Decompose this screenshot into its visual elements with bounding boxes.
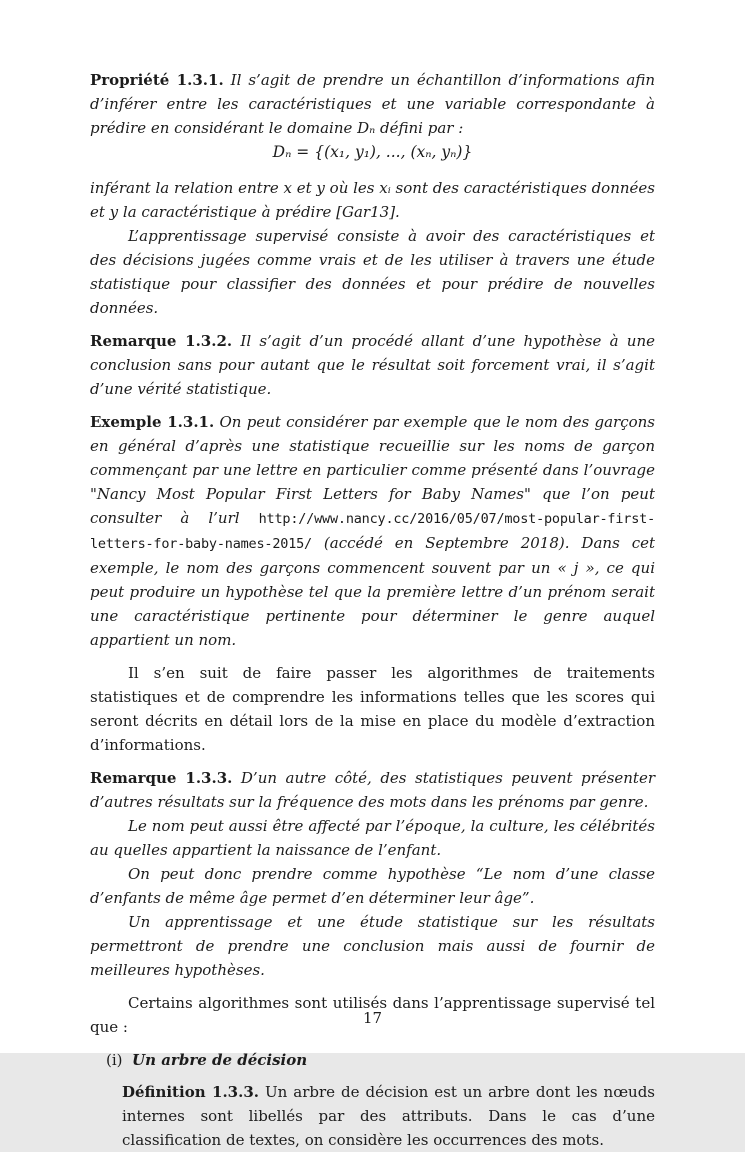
remarque-1-3-2-body: Il s’agit d’un procédé allant d’une hypothèse à une conclusion sans pour autant que le résultat soit forcement vrai, il s’agit d’une vérité statistique. (90, 332, 655, 398)
paragraph-le-nom: Le nom peut aussi être affecté par l’époque, la culture, les célébrités au quelles appartient la naissance de l’enfant. (90, 817, 655, 859)
remarque-1-3-3-label: Remarque 1.3.3. (90, 769, 233, 787)
remarque-1-3-2-block (90, 329, 655, 401)
page-number: 17 (362, 1009, 383, 1027)
page-footer (0, 1009, 745, 1027)
paragraph-apprentissage: L’apprentissage supervisé consiste à avoir des caractéristiques et des décisions jugées comme vrais et de les utiliser à travers une étude statistique pour classifier des données et pour prédire de nouvelles données. (90, 227, 655, 317)
list-item-title: Un arbre de décision (132, 1051, 308, 1069)
propriete-block (90, 68, 655, 140)
remarque-1-3-2-label: Remarque 1.3.2. (90, 332, 233, 350)
display-equation: Dₙ = {(x₁, y₁), ..., (xₙ, yₙ)} (272, 143, 473, 161)
exemple-1-3-1-block (90, 410, 655, 652)
list-item-marker: (i) (106, 1051, 123, 1069)
list-item-arbre-decision (90, 1048, 655, 1072)
paragraph-conclusion: Un apprentissage et une étude statistique sur les résultats permettront de prendre une conclusion mais aussi de fournir de meilleures hypothèses. (90, 913, 655, 979)
definition-1-3-3-block (90, 1080, 655, 1152)
propriete-body: Il s’agit de prendre un échantillon d’informations afin d’inférer entre les caractéristiques et une variable correspondante à prédire en considérant le domaine Dₙ défini par : (90, 71, 655, 137)
exemple-1-3-1-label: Exemple 1.3.1. (90, 413, 215, 431)
paragraph-inferant: inférant la relation entre x et y où les xᵢ sont des caractéristiques données et y la caractéristique à prédire [Gar13]. (90, 179, 655, 221)
propriete-label: Propriété 1.3.1. (90, 71, 224, 89)
definition-1-3-3-label: Définition 1.3.3. (122, 1083, 260, 1101)
paragraph-hypothese: On peut donc prendre comme hypothèse “Le nom d’une classe d’enfants de même âge permet d’en déterminer leur âge”. (90, 865, 655, 907)
definition-1-3-3-body: Un arbre de décision est un arbre dont les nœuds internes sont libellés par des attributs. Dans le cas d’une classification de textes, on considère les occurrences des mots. (122, 1083, 655, 1149)
exemple-1-3-1-body-end: (accédé en Septembre 2018). Dans cet exemple, le nom des garçons commencent souvent par un « j », ce qui peut produire un hypothèse tel que la première lettre d’un prénom serait une caractéristique pertinente pour déterminer le genre auquel appartient un nom. (90, 534, 655, 649)
paragraph-certains-algorithmes: Certains algorithmes sont utilisés dans l’apprentissage supervisé tel que : (90, 994, 655, 1036)
remarque-1-3-3-block (90, 766, 655, 814)
paragraph-il-sen-suit: Il s’en suit de faire passer les algorithmes de traitements statistiques et de comprendre les informations telles que les scores qui seront décrits en détail lors de la mise en place du modèle d’extraction d’informations. (90, 664, 655, 754)
exemple-1-3-1-body-start: On peut considérer par exemple que le nom des garçons en général d’après une statistique recueillie sur les noms de garçon commençant par une lettre en particulier comme présenté dans l’ouvrage "Nancy Most Popular First Letters for Baby Names" que l’on peut consulter à l’url (90, 413, 655, 527)
example-url: http://www.nancy.cc/2016/05/07/most-popular-first-letters-for-baby-names-2015/ (90, 511, 655, 552)
remarque-1-3-3-body: D’un autre côté, des statistiques peuvent présenter d’autres résultats sur la fréquence des mots dans les prénoms par genre. (90, 769, 656, 811)
